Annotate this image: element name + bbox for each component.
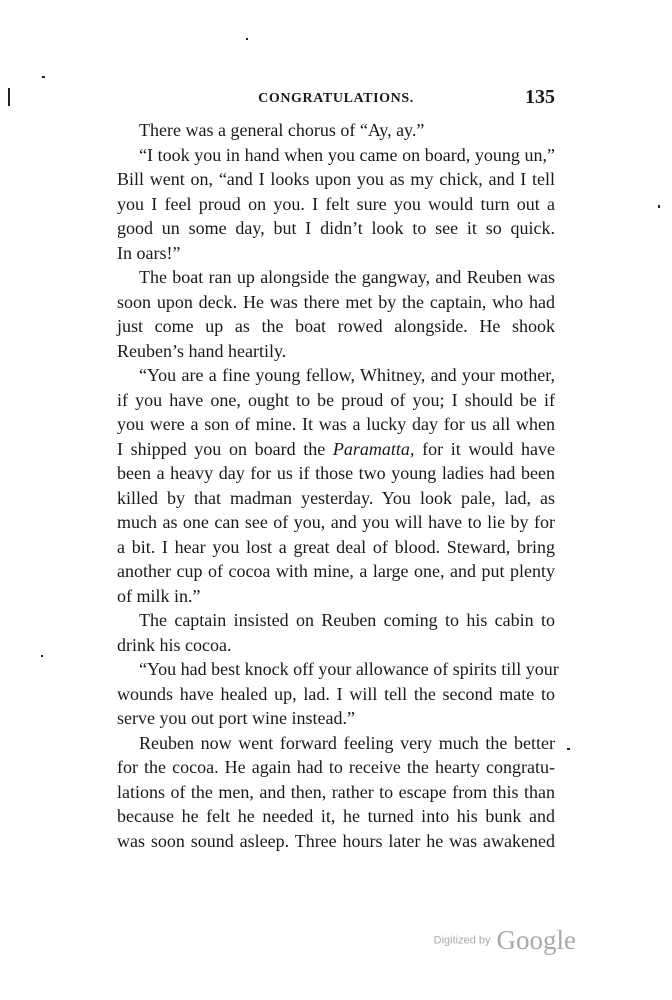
watermark-prefix: Digitized by [433,934,491,947]
text-line: The boat ran up alongside the gangway, and Reuben was [139,267,555,287]
text-line: In oars!” [117,242,181,263]
text-line: “You had best knock off your allowance of spirits till your [139,659,559,679]
text-line: just come up as the boat rowed alongside. He shook [117,316,555,336]
text-line: Reuben’s hand heartily. [117,340,287,361]
text-segment: I shipped you on board the [117,438,326,459]
scan-mark-dot [658,205,660,208]
text-line: The captain insisted on Reuben coming to his cabin to [139,610,555,630]
text-line: good un some day, but I didn’t look to see it so quick. [117,218,555,238]
text-line: soon upon deck. He was there met by the captain, who had [117,291,555,312]
scan-mark-dot [42,76,45,78]
text-line [117,437,555,462]
text-line: Reuben now went forward feeling very much the better [139,732,555,753]
scan-mark-dot [41,655,43,657]
text-line: for the cocoa. He again had to receive the hearty congratu- [117,757,555,777]
text-line: killed by that madman yesterday. You look pale, lad, as [117,487,555,508]
ship-name: Paramatta, [332,438,415,459]
text-line: been a heavy day for us if those two young ladies had been [117,463,555,483]
text-line: wounds have healed up, lad. I will tell the second mate to [117,683,555,704]
text-line: “I took you in hand when you came on board, young un,” [139,144,555,165]
text-line: much as one can see of you, and you will have to lie by for [117,512,555,532]
text-line: because he felt he needed it, he turned into his bunk and [117,806,555,826]
text-line: Bill went on, “and I looks upon you as my chick, and I tell [117,169,555,189]
text-line: of milk in.” [117,585,201,606]
text-line: if you have one, ought to be proud of you; I should be if [117,389,555,410]
page-number: 135 [525,86,555,108]
scan-mark-dot [567,748,570,750]
scan-mark-left-bar [8,88,10,106]
text-line: serve you out port wine instead.” [117,708,355,728]
scan-mark-dot [246,38,248,40]
text-line: a bit. I hear you lost a great deal of blood. Steward, bring [117,536,555,557]
text-line: was soon sound asleep. Three hours later he was awakened [117,830,555,851]
text-line: another cup of cocoa with mine, a large one, and put plenty [117,561,555,581]
google-logo-text: Google [496,925,576,955]
text-line: you I feel proud on you. I felt sure you would turn out a [117,193,555,214]
text-line: drink his cocoa. [117,634,232,655]
text-line: “You are a fine young fellow, Whitney, and your mother, [139,365,555,385]
text-line: lations of the men, and then, rather to escape from this than [117,781,555,802]
running-header [117,88,555,110]
body-text [117,118,559,853]
digitized-by-google-watermark [434,925,576,956]
text-line: There was a general chorus of “Ay, ay.” [139,120,425,140]
running-title: CONGRATULATIONS. [258,91,414,106]
text-segment: for it would have [422,438,556,459]
text-line: you were a son of mine. It was a lucky day for us all when [117,414,555,434]
